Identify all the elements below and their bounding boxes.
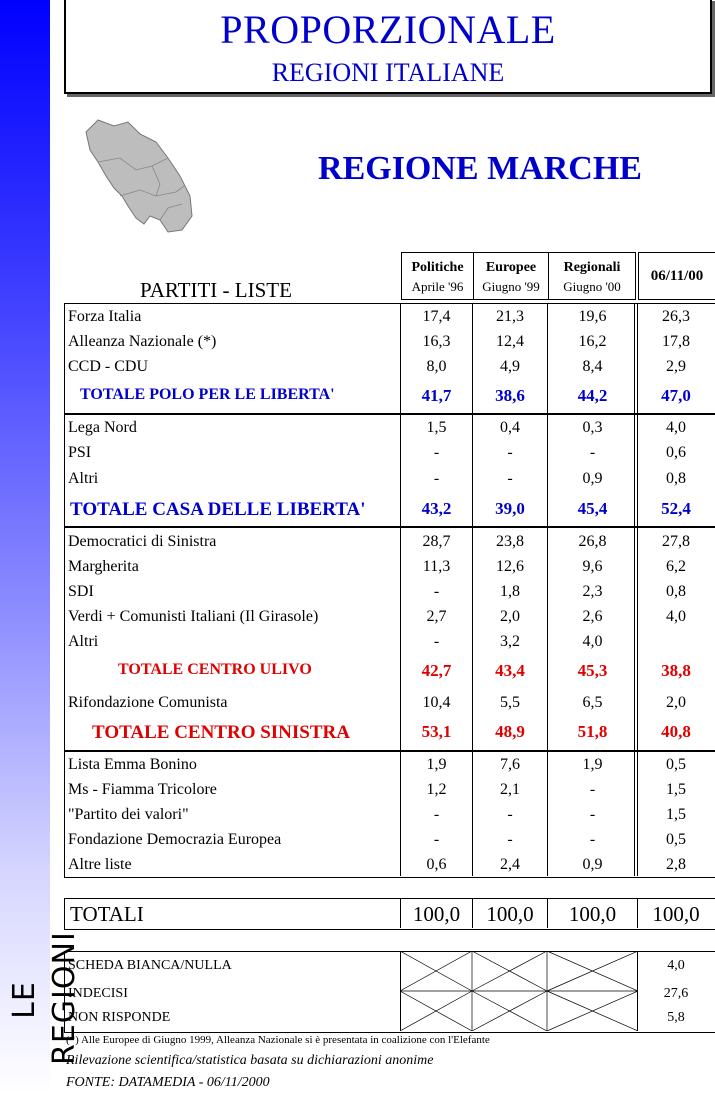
extra-value: 4,0	[667, 958, 685, 973]
value-cell: 2,7	[426, 608, 447, 625]
value-cell: 17,8	[662, 333, 690, 350]
value-cell: 17,4	[422, 308, 451, 325]
value-cell: 1,9	[582, 756, 603, 773]
value-cell: 40,8	[661, 722, 691, 741]
value-cell: 4,0	[666, 608, 686, 625]
value-cell: 1,8	[500, 583, 520, 600]
total-row-label: TOTALE CENTRO ULIVO	[118, 661, 312, 678]
value-cell: -	[433, 831, 440, 848]
extra-label: SCHEDA BIANCA/NULLA	[68, 958, 232, 973]
sidebar-label: LE REGIONI	[7, 931, 82, 1065]
totals-value: 100,0	[652, 902, 700, 926]
party-label: Alleanza Nazionale (*)	[68, 333, 217, 350]
value-cell: 45,4	[577, 499, 608, 518]
value-cell: 41,7	[421, 386, 452, 405]
party-label: Democratici di Sinistra	[68, 533, 217, 550]
extra-label: NON RISPONDE	[68, 1010, 171, 1025]
value-cell: -	[589, 444, 596, 461]
total-row-label: TOTALE POLO PER LE LIBERTA'	[80, 386, 335, 403]
value-cell: 2,0	[666, 694, 686, 711]
value-cell: 52,4	[661, 499, 691, 518]
col-name: Europee	[485, 260, 537, 275]
value-cell: -	[433, 583, 440, 600]
value-cell: 0,5	[666, 756, 686, 773]
value-cell: 8,0	[426, 358, 447, 375]
value-cell: 5,5	[500, 694, 520, 711]
value-cell: 21,3	[496, 308, 524, 325]
method-note: Rilevazione scientifica/statistica basata su dichiarazioni anonime	[66, 1053, 434, 1068]
value-cell: 43,4	[495, 661, 525, 680]
footnote: (*) Alle Europee di Giugno 1999, Alleanza Nazionale si è presentata in coalizione con l'Elefante	[66, 1034, 490, 1046]
value-cell: -	[433, 470, 440, 487]
extra-label: INDECISI	[68, 986, 128, 1001]
value-cell: 0,6	[426, 856, 447, 873]
col-sub: Aprile '96	[411, 279, 464, 294]
value-cell: -	[589, 781, 596, 798]
value-cell: 1,5	[666, 781, 686, 798]
value-cell: 0,5	[666, 831, 686, 848]
value-cell: 0,8	[666, 470, 686, 487]
col-header-regionali	[548, 252, 636, 300]
value-cell: 48,9	[495, 722, 525, 741]
value-cell: 1,9	[426, 756, 447, 773]
party-label: Verdi + Comunisti Italiani (Il Girasole)	[68, 608, 319, 625]
value-cell: 2,0	[500, 608, 520, 625]
value-cell: 4,9	[500, 358, 520, 375]
col-sub: Giugno '00	[563, 279, 621, 294]
value-cell: 3,2	[500, 633, 520, 650]
col-name: 06/11/00	[650, 268, 704, 284]
source-note: FONTE: DATAMEDIA - 06/11/2000	[66, 1075, 270, 1090]
value-cell: 27,8	[662, 533, 690, 550]
totals-label: TOTALI	[70, 902, 144, 926]
value-cell: -	[433, 633, 440, 650]
party-label: "Partito dei valori"	[68, 806, 189, 823]
value-cell: -	[507, 831, 513, 848]
value-cell: 1,2	[426, 781, 447, 798]
header-title: PROPORZIONALE	[220, 7, 556, 52]
col-sub: Giugno '99	[482, 279, 540, 294]
party-label: Fondazione Democrazia Europea	[68, 831, 282, 848]
party-label: Rifondazione Comunista	[68, 694, 228, 711]
value-cell: 7,6	[500, 756, 520, 773]
value-cell: 51,8	[577, 722, 608, 741]
value-cell: 26,8	[578, 533, 607, 550]
value-cell: 44,2	[577, 386, 608, 405]
extra-value: 5,8	[667, 1010, 685, 1025]
header-box	[64, 0, 712, 94]
value-cell: 2,9	[666, 358, 686, 375]
party-label: Lega Nord	[68, 419, 137, 436]
total-row-label: TOTALE CASA DELLE LIBERTA'	[70, 499, 366, 520]
value-cell: 10,4	[422, 694, 451, 711]
value-cell: 42,7	[421, 661, 452, 680]
value-cell: 0,9	[582, 470, 603, 487]
value-cell: -	[589, 806, 596, 823]
value-cell: 16,3	[422, 333, 451, 350]
value-cell: -	[433, 806, 440, 823]
party-label: Forza Italia	[68, 308, 142, 325]
value-cell: 45,3	[577, 661, 608, 680]
value-cell: 0,6	[666, 444, 686, 461]
marche-map-icon	[76, 112, 216, 237]
header-subtitle: REGIONI ITALIANE	[271, 58, 505, 87]
col-header-current	[638, 252, 715, 300]
region-title: REGIONE MARCHE	[318, 150, 642, 187]
value-cell: 38,6	[495, 386, 525, 405]
col-header-europee	[473, 252, 549, 300]
value-cell: 16,2	[578, 333, 607, 350]
value-cell: 1,5	[666, 806, 686, 823]
totals-value: 100,0	[486, 902, 534, 926]
total-row-label: TOTALE CENTRO SINISTRA	[92, 722, 350, 743]
value-cell: 0,3	[582, 419, 603, 436]
value-cell: 2,8	[666, 856, 686, 873]
value-cell: 38,8	[661, 661, 691, 680]
value-cell: 2,4	[500, 856, 520, 873]
value-cell: 43,2	[421, 499, 452, 518]
party-label: SDI	[68, 583, 94, 600]
party-label: Altri	[68, 633, 99, 650]
crossed-cells-graphic	[400, 951, 638, 1031]
party-header: PARTITI - LISTE	[140, 278, 292, 302]
value-cell: 4,0	[666, 419, 686, 436]
value-cell: 8,4	[582, 358, 603, 375]
value-cell: 0,9	[582, 856, 603, 873]
value-cell: 4,0	[582, 633, 603, 650]
party-label: Margherita	[68, 558, 139, 575]
value-cell: 0,4	[500, 419, 520, 436]
party-label: Lista Emma Bonino	[68, 756, 197, 773]
value-cell: 12,6	[496, 558, 524, 575]
col-name: Politiche	[411, 260, 464, 275]
value-cell: 6,5	[582, 694, 603, 711]
totals-value: 100,0	[412, 902, 461, 926]
party-label: Ms - Fiamma Tricolore	[68, 781, 217, 798]
value-cell: 26,3	[662, 308, 690, 325]
value-cell: 2,6	[582, 608, 603, 625]
value-cell: 28,7	[422, 533, 451, 550]
value-cell: 12,4	[496, 333, 524, 350]
extra-value: 27,6	[663, 986, 689, 1001]
value-cell: -	[589, 831, 596, 848]
value-cell: 6,2	[666, 558, 686, 575]
party-label: Altri	[68, 470, 99, 487]
value-cell: 2,1	[500, 781, 520, 798]
value-cell: 47,0	[661, 386, 691, 405]
value-cell: 2,3	[582, 583, 603, 600]
value-cell: -	[507, 444, 513, 461]
value-cell: 39,0	[495, 499, 525, 518]
col-name: Regionali	[563, 260, 621, 275]
value-cell: 23,8	[496, 533, 524, 550]
value-cell: 53,1	[421, 722, 452, 741]
value-cell: 11,3	[422, 558, 451, 575]
party-label: Altre liste	[68, 856, 132, 873]
totals-value: 100,0	[568, 902, 617, 926]
col-header-politiche	[401, 252, 474, 300]
value-cell: -	[433, 444, 440, 461]
value-cell: 1,5	[426, 419, 447, 436]
value-cell: 9,6	[582, 558, 603, 575]
value-cell: 0,8	[666, 583, 686, 600]
party-label: CCD - CDU	[68, 358, 149, 375]
value-cell: -	[507, 470, 513, 487]
value-cell: 19,6	[578, 308, 607, 325]
party-label: PSI	[68, 444, 92, 461]
value-cell: -	[507, 806, 513, 823]
